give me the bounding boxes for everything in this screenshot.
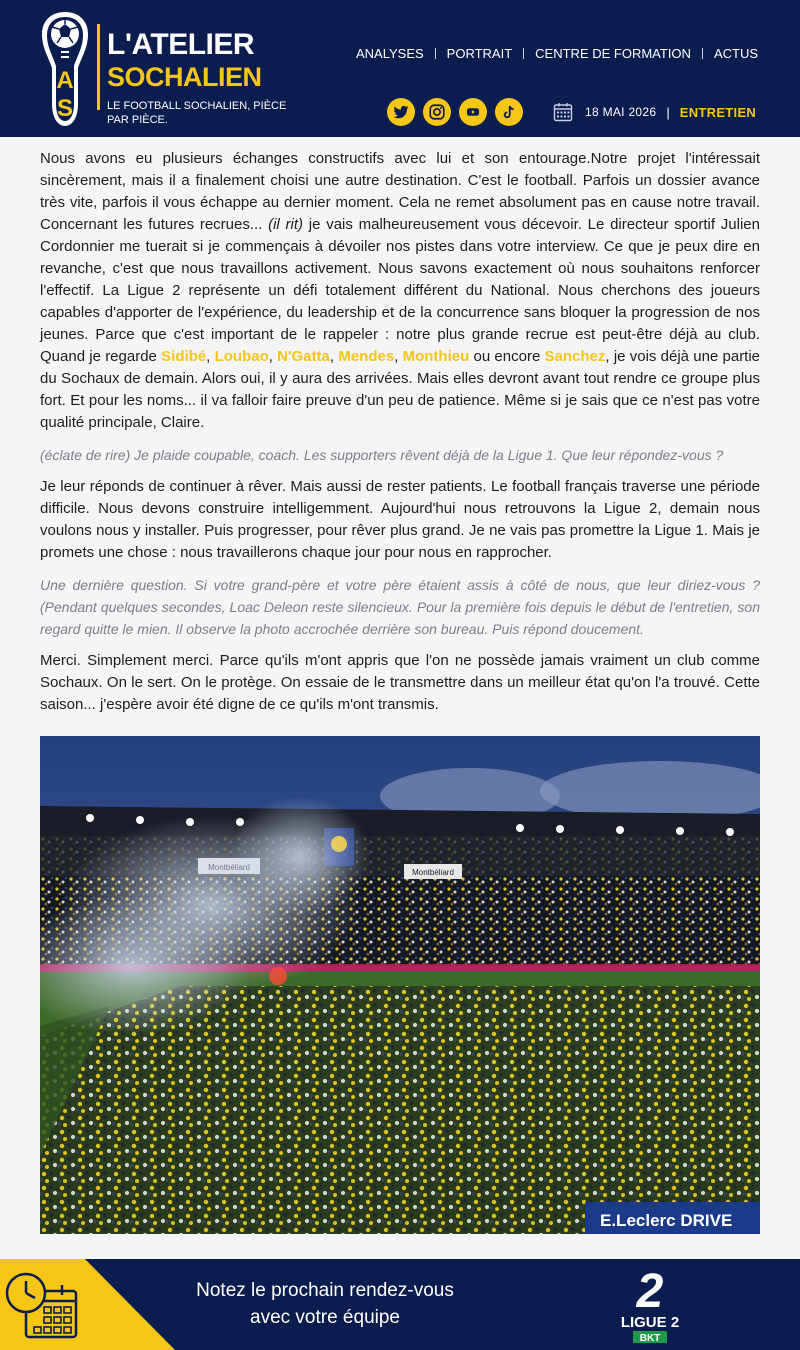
player-name-highlight: Monthieu: [402, 348, 470, 365]
instagram-link[interactable]: [423, 98, 451, 126]
ligue2-sponsor: BKT: [639, 1333, 661, 1344]
text-span: ,: [329, 348, 339, 365]
youtube-link[interactable]: [459, 98, 487, 126]
next-match-banner[interactable]: [0, 1259, 800, 1350]
youtube-icon: [464, 103, 482, 121]
player-name-highlight: Sidibé: [161, 348, 207, 365]
stadium-photo: [40, 736, 760, 1234]
text-span: , je vois déjà une partie du Sochaux de demain. Alors oui, il y aura des arrivées. Mais elles devront avant tout rendre ce groupe plus fort. Et pour les noms... il va falloir faire preuve d'un peu de patience. Même si je sais que ce n'est pas votre qualité principale, Claire.: [40, 348, 761, 431]
article-date: 18 MAI 2026: [585, 105, 657, 119]
text-span: Nous avons eu plusieurs échanges constructifs avec lui et son entourage.Notre projet l'intéressait sincèrement, mais il a finalement choisi une autre destination. C'est le football. Parfois un dossier avance très vite, parfois il vous échappe au dernier moment. Cela ne remet absolument pas en cause notre travail. Concernant les futures recrues...: [40, 150, 760, 233]
banner-text: [170, 1277, 480, 1331]
stadium-pitch-invasion-image: [40, 736, 760, 1234]
question-paragraph: Une dernière question. Si votre grand-père et votre père étaient assis à côté de nous, que leur diriez-vous ? (Pendant quelques secondes, Loac Deleon reste silencieux. Pour la première fois depuis le début de l'entretien, son regard quitte le mien. Il observe la photo accrochée derrière son bureau. Puis répond doucement.: [40, 577, 760, 637]
meta-separator: |: [666, 104, 670, 120]
sponsor-text: E.Leclerc DRIVE: [600, 1211, 733, 1230]
tiktok-link[interactable]: [495, 98, 523, 126]
brand-name-line1[interactable]: L'ATELIER: [107, 28, 255, 61]
logo-divider: [97, 24, 100, 110]
article-meta: [553, 101, 756, 123]
player-name-highlight: Loubao: [214, 348, 269, 365]
nav-analyses[interactable]: ANALYSES: [355, 46, 424, 61]
instagram-icon: [428, 103, 446, 121]
banner-text: Montbéliard: [412, 868, 454, 877]
question-paragraph: (éclate de rire) Je plaide coupable, coach. Les supporters rêvent déjà de la Ligue 1. Que leur répondez-vous ?: [40, 447, 724, 463]
text-span: ,: [394, 348, 403, 365]
ligue2-name: LIGUE 2: [620, 1314, 680, 1331]
text-span: ,: [206, 348, 215, 365]
text-span: je vais malheureusement vous décevoir. Le directeur sportif Julien Cordonnier me tuerait si je commençais à dévoiler nos pistes dans votre interview. Ce que je peux dire en revanche, c'est que nous travaillons activement. Nous savons exactement où nous souhaitons renforcer l'effectif. La Ligue 2 représente un défi totalement différent du National. Nous cherchons des joueurs capables d'apporter de l'expérience, du leadership et de la concurrence sans bloquer la progression de nos jeunes. Parce que c'est important de le rappeler : notre plus grande recrue est peut-être déjà au club. Quand je regarde: [40, 216, 760, 365]
banner-line2: avec votre équipe: [250, 1307, 400, 1328]
twitter-icon: [392, 103, 410, 121]
brand-name-line2[interactable]: SOCHALIEN: [107, 62, 262, 92]
main-nav: [345, 46, 758, 61]
site-header: [0, 0, 800, 137]
text-span: ,: [268, 348, 278, 365]
site-tagline: LE FOOTBALL SOCHALIEN, PIÈCE PAR PIÈCE.: [107, 100, 287, 126]
nav-portrait[interactable]: PORTRAIT: [446, 46, 513, 61]
article-category[interactable]: ENTRETIEN: [679, 104, 757, 120]
tiktok-icon: [500, 103, 518, 121]
clock-calendar-icon: [4, 1269, 80, 1345]
player-name-highlight: N'Gatta: [277, 348, 330, 365]
club-logo-icon[interactable]: [38, 8, 92, 130]
player-name-highlight: Sanchez: [544, 348, 606, 365]
calendar-icon: [553, 102, 573, 122]
ligue2-number: 2: [636, 1265, 664, 1318]
nav-centre-de-formation[interactable]: CENTRE DE FORMATION: [535, 46, 691, 61]
answer-paragraph: Merci. Simplement merci. Parce qu'ils m'ont appris que l'on ne possède jamais vraiment un club comme Sochaux. On le sert. On le protège. On essaie de le transmettre dans un meilleur état qu'on l'a trouvé. Cette saison... j'espère avoir été digne de ce qu'ils m'ont transmis.: [40, 652, 760, 713]
player-name-highlight: Mendes: [338, 348, 395, 365]
ligue2-logo[interactable]: [610, 1263, 690, 1347]
stage-direction: (il rit): [268, 216, 304, 233]
answer-paragraph: Je leur réponds de continuer à rêver. Mais aussi de rester patients. Le football français traverse une période difficile. Nous devons construire intelligemment. Aujourd'hui nous retrouvons la Ligue 2, demain nous voulons nous y installer. Puis progresser, pour rêver plus grand. Je ne vais pas promettre la Ligue 1. Mais je promets une chose : nous travaillerons chaque jour pour nous en rapprocher.: [40, 478, 760, 561]
banner-line1: Notez le prochain rendez-vous: [196, 1280, 454, 1301]
nav-actus[interactable]: ACTUS: [713, 46, 758, 61]
article-body: [40, 148, 760, 726]
twitter-link[interactable]: [387, 98, 415, 126]
social-links: [387, 98, 523, 126]
svg-text:A: A: [56, 67, 74, 94]
text-span: ou encore: [469, 348, 545, 365]
svg-text:S: S: [56, 95, 74, 122]
answer-paragraph: [40, 148, 760, 434]
